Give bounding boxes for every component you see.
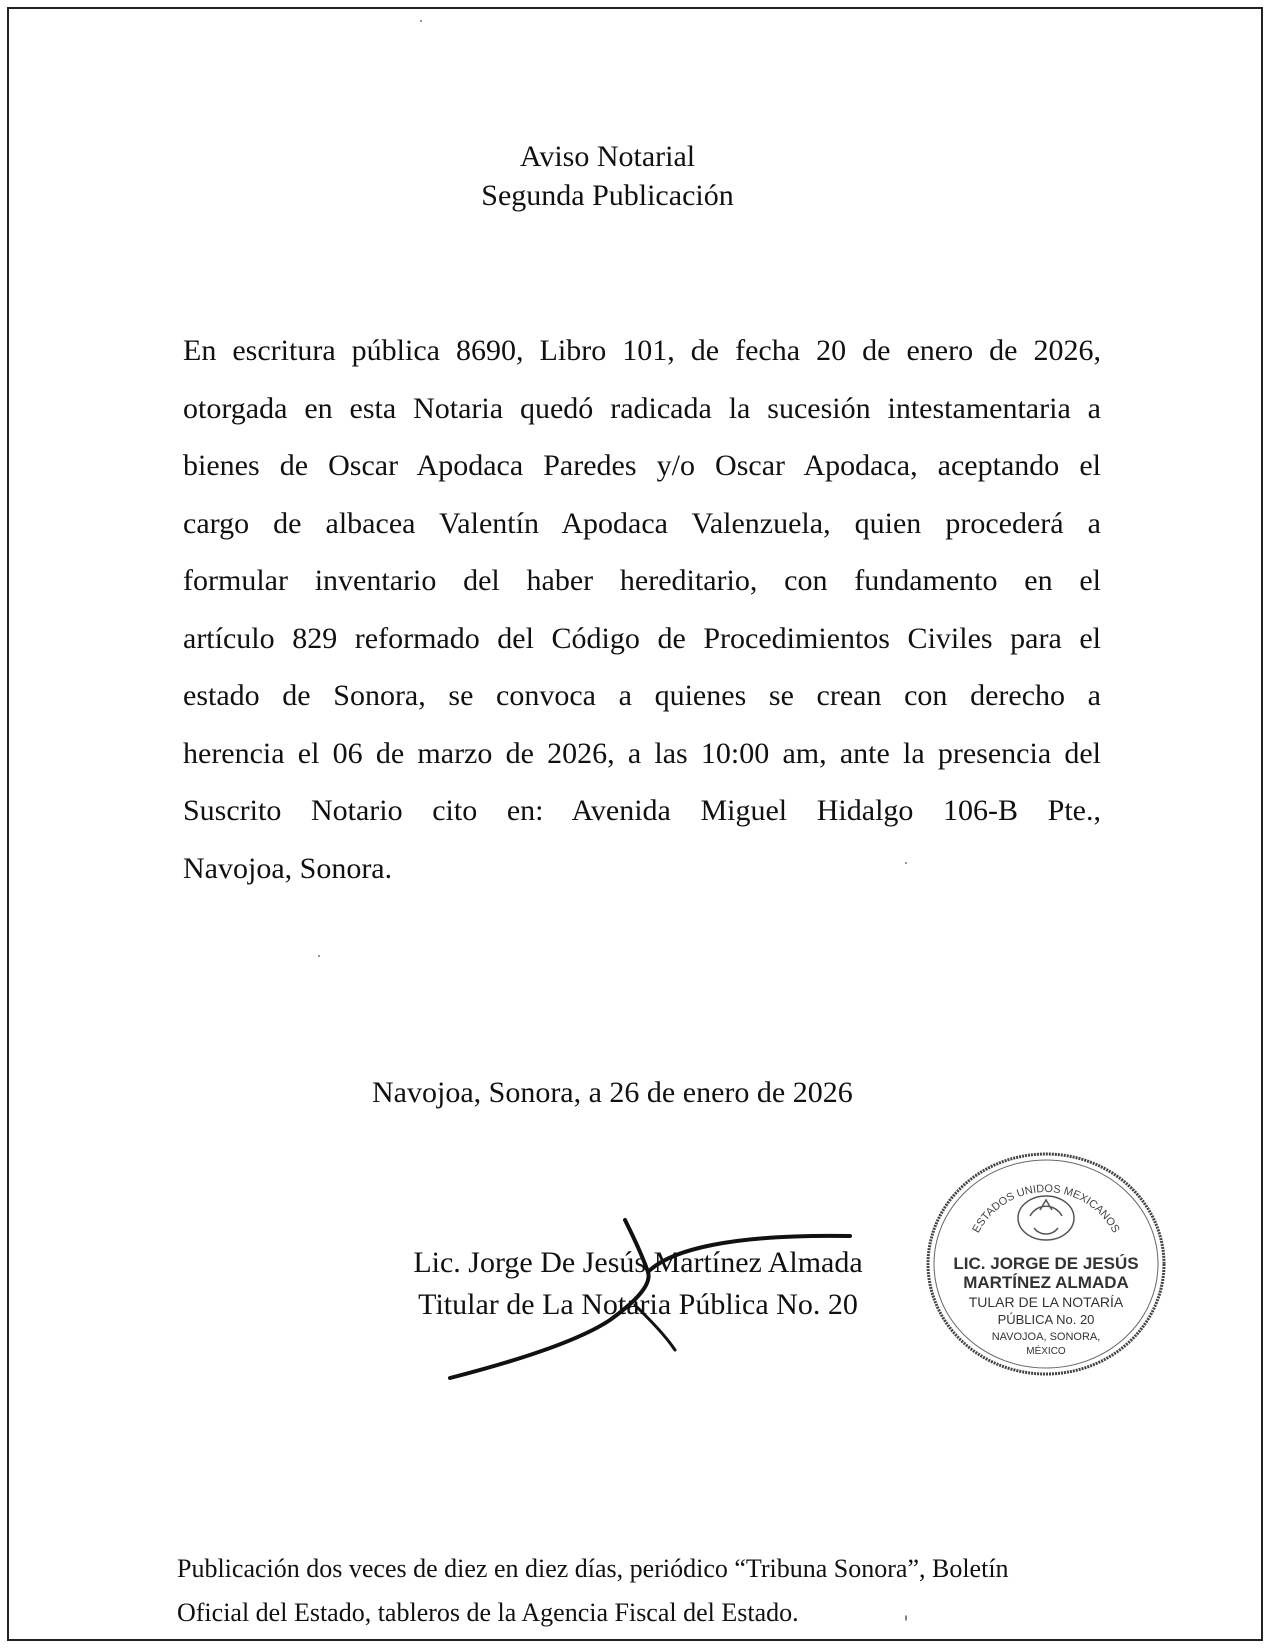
body-line: estado de Sonora, se convoca a quienes se crean con derecho a: [183, 679, 1101, 712]
body-line: bienes de Oscar Apodaca Paredes y/o Oscar Apodaca, aceptando el: [183, 449, 1101, 482]
heading: [0, 137, 1275, 215]
scan-speck: [905, 862, 907, 864]
signatory-name: Lic. Jorge De Jesús Martínez Almada: [413, 1246, 863, 1279]
eagle-emblem-icon: [1018, 1196, 1074, 1240]
notary-seal: [922, 1148, 1170, 1380]
signatory-block: [388, 1242, 888, 1326]
body-line: artículo 829 reformado del Código de Procedimientos Civiles para el: [183, 621, 1101, 655]
body-line: Navojoa, Sonora.: [183, 851, 393, 885]
seal-line: PÚBLICA No. 20: [997, 1312, 1095, 1327]
scan-speck: [905, 1615, 907, 1621]
seal-line: LIC. JORGE DE JESÚS: [953, 1254, 1139, 1273]
publication-number: Segunda Publicación: [481, 179, 734, 212]
body-line: En escritura pública 8690, Libro 101, de fecha 20 de enero de 2026,: [183, 334, 1101, 367]
body-line: otorgada en esta Notaria quedó radicada la sucesión intestamentaria a: [183, 391, 1101, 425]
seal-line: TULAR DE LA NOTARÍA: [968, 1294, 1124, 1310]
seal-arc-text: ESTADOS UNIDOS MEXICANOS: [970, 1182, 1122, 1235]
body-line: formular inventario del haber hereditario, con fundamento en el: [183, 564, 1101, 597]
seal-line: MARTÍNEZ ALMADA: [963, 1273, 1129, 1292]
notice-title: Aviso Notarial: [519, 140, 696, 173]
scan-speck: [420, 20, 422, 22]
publication-footer: [177, 1547, 1097, 1635]
notice-body: [183, 322, 1101, 897]
footer-line: Oficial del Estado, tableros de la Agencia Fiscal del Estado.: [177, 1598, 799, 1627]
seal-line: MÉXICO: [1026, 1346, 1066, 1357]
body-line: cargo de albacea Valentín Apodaca Valenzuela, quien procederá a: [183, 506, 1101, 540]
scan-speck: [318, 955, 320, 957]
place-date: Navojoa, Sonora, a 26 de enero de 2026: [372, 1076, 853, 1109]
seal-line: NAVOJOA, SONORA,: [991, 1331, 1101, 1343]
body-line: herencia el 06 de marzo de 2026, a las 10:00 am, ante la presencia del: [183, 736, 1101, 770]
body-line: Suscrito Notario cito en: Avenida Miguel Hidalgo 106-B Pte.,: [183, 794, 1101, 827]
footer-line: Publicación dos veces de diez en diez días, periódico “Tribuna Sonora”, Boletín: [177, 1554, 1009, 1583]
signatory-position: Titular de La Notaria Pública No. 20: [418, 1288, 858, 1321]
